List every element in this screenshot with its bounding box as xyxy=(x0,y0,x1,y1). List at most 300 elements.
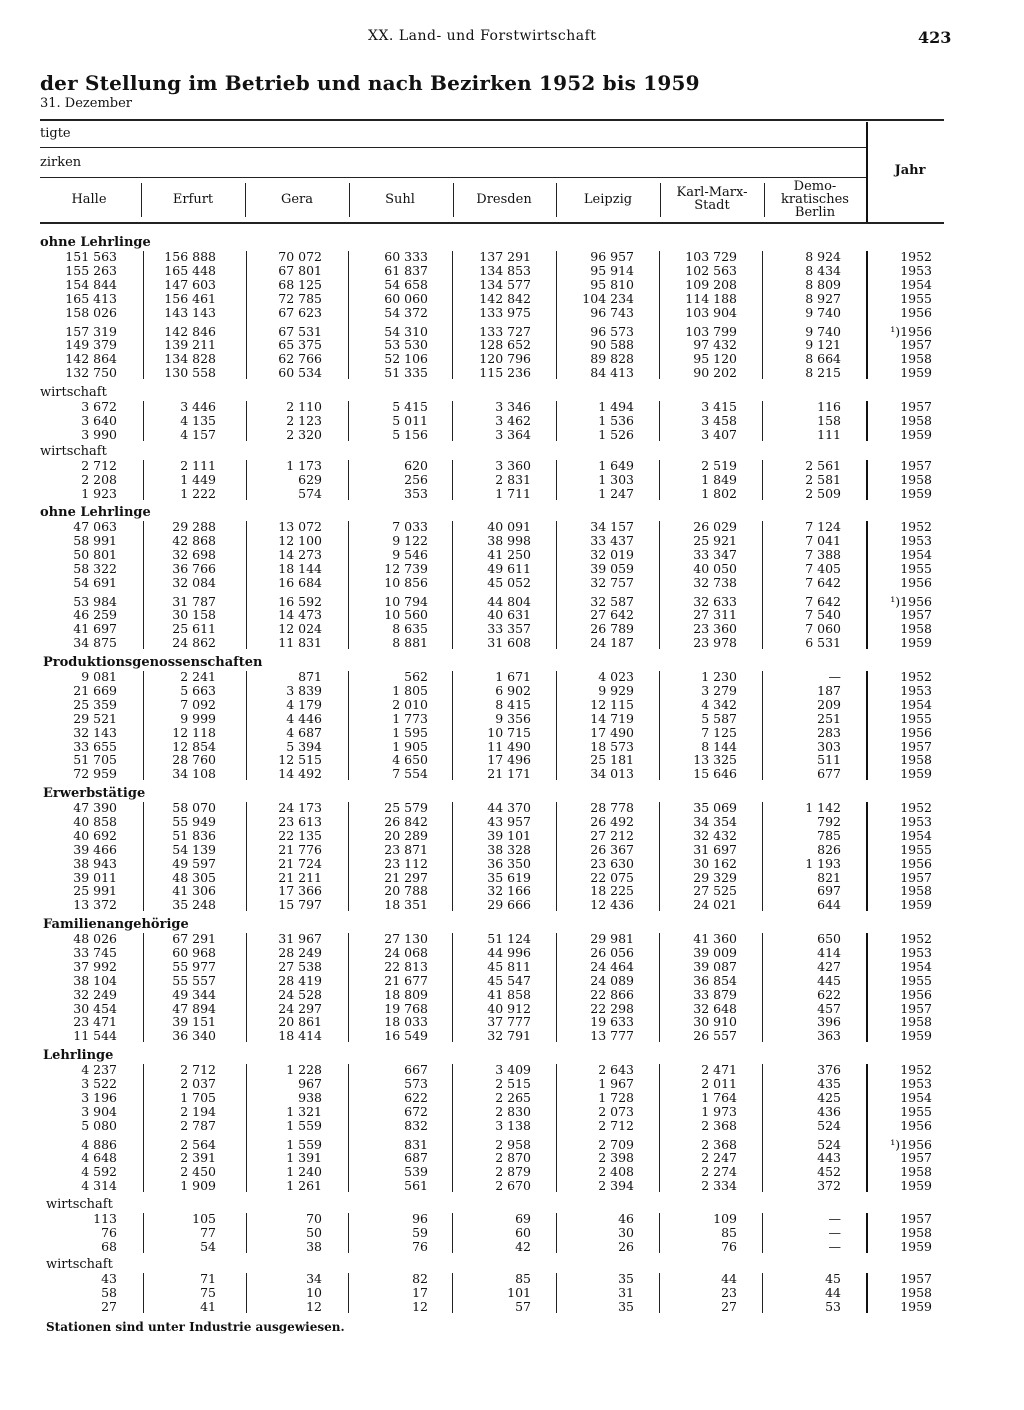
column-divider xyxy=(452,933,453,1042)
table-cell: 22 075 xyxy=(590,869,634,885)
table-row xyxy=(0,1286,1024,1300)
column-divider xyxy=(143,1213,144,1253)
table-cell: 2 564 xyxy=(180,1136,216,1152)
table-cell: 51 836 xyxy=(172,827,216,843)
table-row xyxy=(0,946,1024,960)
table-cell: 3 346 xyxy=(495,399,531,414)
year-cell: 1955 xyxy=(900,560,932,576)
table-cell: 32 084 xyxy=(172,574,216,590)
table-cell: 37 992 xyxy=(73,958,117,974)
table-cell: 6 531 xyxy=(805,635,841,651)
table-cell: 2 398 xyxy=(598,1150,634,1166)
table-row xyxy=(0,740,1024,754)
table-cell: 21 669 xyxy=(73,682,117,698)
table-cell: 103 799 xyxy=(685,323,737,339)
year-cell: 1957 xyxy=(900,458,932,473)
header-label-zirken: zirken xyxy=(40,155,82,170)
section-label: wirtschaft xyxy=(40,385,107,400)
column-divider xyxy=(659,1273,660,1313)
year-column-header: Jahr xyxy=(894,163,926,178)
year-cell: 1952 xyxy=(900,249,932,264)
table-cell: 26 557 xyxy=(693,1028,737,1044)
table-cell: 134 577 xyxy=(479,276,531,292)
table-row xyxy=(0,292,1024,306)
table-row xyxy=(0,1272,1024,1286)
column-divider xyxy=(143,401,144,441)
table-cell: 1 494 xyxy=(598,399,634,414)
table-row xyxy=(0,520,1024,534)
table-cell: 90 588 xyxy=(590,337,634,353)
table-cell: 2 515 xyxy=(495,1075,531,1091)
column-divider xyxy=(866,933,868,1042)
table-cell: 6 902 xyxy=(495,682,531,698)
table-cell: 101 xyxy=(507,1284,531,1300)
table-row xyxy=(0,871,1024,885)
table-row xyxy=(0,670,1024,684)
table-cell: 40 858 xyxy=(73,813,117,829)
year-cell: 1959 xyxy=(900,1178,932,1194)
year-cell: 1959 xyxy=(900,426,932,442)
table-cell: 46 259 xyxy=(73,607,117,623)
table-cell: 21 776 xyxy=(278,841,322,857)
table-cell: 8 924 xyxy=(805,249,841,264)
table-cell: 154 844 xyxy=(65,276,117,292)
column-divider xyxy=(556,401,557,441)
table-cell: 151 563 xyxy=(65,249,117,264)
column-header-5 xyxy=(454,193,554,206)
table-cell: 28 778 xyxy=(590,800,634,815)
table-cell: 36 766 xyxy=(172,560,216,576)
table-row xyxy=(0,306,1024,320)
table-cell: 4 648 xyxy=(81,1150,117,1166)
table-cell: 3 279 xyxy=(701,682,737,698)
table-cell: 85 xyxy=(515,1271,531,1286)
table-cell: 9 121 xyxy=(805,337,841,353)
table-cell: 39 009 xyxy=(693,944,737,960)
year-cell: 1958 xyxy=(900,1284,932,1300)
table-cell: 30 xyxy=(618,1224,634,1240)
table-cell: 102 563 xyxy=(685,262,737,278)
table-cell: 53 xyxy=(825,1298,841,1314)
table-cell: 2 011 xyxy=(701,1075,737,1091)
table-cell: 34 xyxy=(306,1271,322,1286)
table-row xyxy=(0,1240,1024,1254)
table-cell: 49 611 xyxy=(487,560,531,576)
table-cell: 511 xyxy=(817,752,841,768)
column-divider xyxy=(762,671,763,780)
table-cell: 14 492 xyxy=(278,766,322,782)
table-cell: 28 419 xyxy=(278,972,322,988)
table-cell: 2 581 xyxy=(805,471,841,487)
table-cell: 15 797 xyxy=(278,897,322,913)
table-cell: 2 509 xyxy=(805,485,841,501)
column-divider xyxy=(246,802,247,911)
column-header-2 xyxy=(143,193,243,206)
table-cell: 44 xyxy=(825,1284,841,1300)
table-cell: 36 350 xyxy=(487,855,531,871)
table-cell: 7 124 xyxy=(805,519,841,534)
table-row xyxy=(0,414,1024,428)
table-row xyxy=(0,684,1024,698)
table-cell: 1 973 xyxy=(701,1103,737,1119)
table-cell: 2 870 xyxy=(495,1150,531,1166)
year-cell: 1952 xyxy=(900,669,932,684)
column-header-line: Leipzig xyxy=(583,191,633,207)
table-cell: 35 069 xyxy=(693,800,737,815)
table-cell: 3 672 xyxy=(81,399,117,414)
table-cell: — xyxy=(828,1238,841,1254)
table-cell: 5 011 xyxy=(392,412,428,428)
table-cell: 13 372 xyxy=(73,897,117,913)
table-cell: 41 250 xyxy=(487,546,531,562)
table-cell: 10 794 xyxy=(384,593,428,609)
year-cell: ¹)1956 xyxy=(890,323,932,339)
table-cell: 33 655 xyxy=(73,738,117,754)
table-cell: 1 228 xyxy=(286,1062,322,1077)
table-cell: 76 xyxy=(721,1238,737,1254)
page-number: 423 xyxy=(918,28,952,47)
table-cell: 31 697 xyxy=(693,841,737,857)
table-cell: 9 999 xyxy=(180,710,216,726)
table-cell: 20 861 xyxy=(278,1014,322,1030)
table-cell: 7 033 xyxy=(392,519,428,534)
table-cell: 134 853 xyxy=(479,262,531,278)
table-row xyxy=(0,366,1024,380)
table-cell: 2 265 xyxy=(495,1089,531,1105)
table-cell: 831 xyxy=(404,1136,428,1152)
table-cell: 44 996 xyxy=(487,944,531,960)
table-cell: 37 777 xyxy=(487,1014,531,1030)
column-divider xyxy=(762,460,763,500)
table-cell: 363 xyxy=(817,1028,841,1044)
table-cell: 17 490 xyxy=(590,724,634,740)
table-cell: 2 471 xyxy=(701,1062,737,1077)
column-divider xyxy=(246,401,247,441)
year-cell: 1958 xyxy=(900,351,932,367)
table-cell: 2 712 xyxy=(180,1062,216,1077)
table-cell: 1 526 xyxy=(598,426,634,442)
table-cell: 51 705 xyxy=(73,752,117,768)
table-cell: 9 356 xyxy=(495,710,531,726)
table-row xyxy=(0,712,1024,726)
table-cell: 14 273 xyxy=(278,546,322,562)
table-cell: 60 534 xyxy=(278,365,322,381)
table-cell: 4 687 xyxy=(286,724,322,740)
table-row xyxy=(0,595,1024,609)
table-row xyxy=(0,325,1024,339)
section-label: ohne Lehrlinge xyxy=(40,505,151,520)
column-divider xyxy=(866,1213,868,1253)
year-cell: 1959 xyxy=(900,1238,932,1254)
table-cell: 14 719 xyxy=(590,710,634,726)
table-cell: 38 998 xyxy=(487,532,531,548)
section-label: Familienangehörige xyxy=(43,917,189,932)
table-cell: 256 xyxy=(404,471,428,487)
table-cell: 23 471 xyxy=(73,1014,117,1030)
table-cell: 3 458 xyxy=(701,412,737,428)
column-header-3 xyxy=(247,193,347,206)
table-cell: 27 xyxy=(721,1298,737,1314)
table-cell: 29 666 xyxy=(487,897,531,913)
table-cell: 22 813 xyxy=(384,958,428,974)
table-cell: 149 379 xyxy=(65,337,117,353)
table-cell: 48 026 xyxy=(73,931,117,946)
table-cell: 1 173 xyxy=(286,458,322,473)
year-cell: 1958 xyxy=(900,1224,932,1240)
column-divider xyxy=(556,460,557,500)
header-column-divider xyxy=(556,183,557,217)
table-cell: 21 677 xyxy=(384,972,428,988)
table-cell: 158 026 xyxy=(65,304,117,320)
year-cell: 1959 xyxy=(900,1028,932,1044)
table-cell: 622 xyxy=(817,986,841,1002)
column-divider xyxy=(348,401,349,441)
table-row xyxy=(0,932,1024,946)
table-cell: 414 xyxy=(817,944,841,960)
section-label: wirtschaft xyxy=(46,1257,113,1272)
table-cell: 1 193 xyxy=(805,855,841,871)
table-cell: 1 230 xyxy=(701,669,737,684)
year-cell: 1954 xyxy=(900,958,932,974)
year-cell: 1955 xyxy=(900,841,932,857)
year-cell: 1956 xyxy=(900,304,932,320)
table-cell: 53 984 xyxy=(73,593,117,609)
table-cell: 2 274 xyxy=(701,1164,737,1180)
table-cell: 3 990 xyxy=(81,426,117,442)
table-cell: 644 xyxy=(817,897,841,913)
column-divider xyxy=(452,1273,453,1313)
table-cell: 67 623 xyxy=(278,304,322,320)
column-divider xyxy=(659,671,660,780)
table-cell: 1 728 xyxy=(598,1089,634,1105)
table-row xyxy=(0,857,1024,871)
year-cell: 1956 xyxy=(900,1117,932,1133)
table-cell: 9 740 xyxy=(805,304,841,320)
year-cell: 1954 xyxy=(900,1089,932,1105)
table-cell: 96 xyxy=(412,1211,428,1226)
table-row xyxy=(0,1300,1024,1314)
table-cell: 12 xyxy=(412,1298,428,1314)
table-cell: 561 xyxy=(404,1178,428,1194)
table-cell: 7 540 xyxy=(805,607,841,623)
table-cell: 23 871 xyxy=(384,841,428,857)
table-cell: 137 291 xyxy=(479,249,531,264)
table-cell: 12 854 xyxy=(172,738,216,754)
year-cell: 1957 xyxy=(900,1211,932,1226)
table-cell: 17 366 xyxy=(278,883,322,899)
running-header: XX. Land- und Forstwirtschaft xyxy=(368,28,597,44)
table-cell: 41 697 xyxy=(73,621,117,637)
table-cell: 7 092 xyxy=(180,696,216,712)
table-cell: 629 xyxy=(298,471,322,487)
table-cell: 9 122 xyxy=(392,532,428,548)
year-cell: 1958 xyxy=(900,883,932,899)
table-cell: 41 360 xyxy=(693,931,737,946)
table-cell: 4 446 xyxy=(286,710,322,726)
table-cell: 3 407 xyxy=(701,426,737,442)
column-header-1 xyxy=(39,193,139,206)
column-divider xyxy=(556,521,557,649)
table-cell: 7 405 xyxy=(805,560,841,576)
table-cell: 8 809 xyxy=(805,276,841,292)
table-row xyxy=(0,801,1024,815)
table-cell: 620 xyxy=(404,458,428,473)
table-cell: 650 xyxy=(817,931,841,946)
table-cell: 2 073 xyxy=(598,1103,634,1119)
column-divider xyxy=(866,460,868,500)
table-cell: 5 394 xyxy=(286,738,322,754)
table-cell: 4 592 xyxy=(81,1164,117,1180)
table-cell: 697 xyxy=(817,883,841,899)
table-cell: 3 409 xyxy=(495,1062,531,1077)
table-cell: 103 904 xyxy=(685,304,737,320)
table-cell: 24 173 xyxy=(278,800,322,815)
table-row xyxy=(0,352,1024,366)
table-cell: 622 xyxy=(404,1089,428,1105)
table-row xyxy=(0,534,1024,548)
footnote: Stationen sind unter Industrie ausgewiesen. xyxy=(46,1320,345,1334)
table-cell: 13 777 xyxy=(590,1028,634,1044)
table-cell: 51 124 xyxy=(487,931,531,946)
year-cell: 1952 xyxy=(900,800,932,815)
table-cell: 40 631 xyxy=(487,607,531,623)
column-divider xyxy=(866,1273,868,1313)
table-cell: 12 024 xyxy=(278,621,322,637)
table-cell: 62 766 xyxy=(278,351,322,367)
table-cell: 76 xyxy=(412,1238,428,1254)
table-cell: 785 xyxy=(817,827,841,843)
table-row xyxy=(0,487,1024,501)
table-cell: 33 347 xyxy=(693,546,737,562)
table-cell: 103 729 xyxy=(685,249,737,264)
table-cell: 42 xyxy=(515,1238,531,1254)
table-row xyxy=(0,562,1024,576)
table-cell: 539 xyxy=(404,1164,428,1180)
column-divider xyxy=(556,1213,557,1253)
table-cell: 10 856 xyxy=(384,574,428,590)
table-cell: 32 587 xyxy=(590,593,634,609)
column-header-line: Suhl xyxy=(385,191,415,207)
table-cell: 53 530 xyxy=(384,337,428,353)
column-divider xyxy=(556,671,557,780)
table-cell: 44 370 xyxy=(487,800,531,815)
table-cell: 25 611 xyxy=(172,621,216,637)
year-cell: 1958 xyxy=(900,471,932,487)
table-cell: 2 394 xyxy=(598,1178,634,1194)
table-cell: 435 xyxy=(817,1075,841,1091)
year-cell: 1953 xyxy=(900,944,932,960)
table-cell: 44 804 xyxy=(487,593,531,609)
header-column-divider xyxy=(660,183,661,217)
header-bottom-rule xyxy=(40,222,944,224)
table-cell: 4 237 xyxy=(81,1062,117,1077)
table-cell: 2 037 xyxy=(180,1075,216,1091)
table-cell: 687 xyxy=(404,1150,428,1166)
table-cell: 524 xyxy=(817,1136,841,1152)
table-cell: 9 081 xyxy=(81,669,117,684)
table-cell: 34 013 xyxy=(590,766,634,782)
column-header-line: Berlin xyxy=(794,204,836,220)
header-rule-2 xyxy=(40,177,866,178)
table-cell: 25 579 xyxy=(384,800,428,815)
column-divider xyxy=(348,671,349,780)
table-cell: 30 910 xyxy=(693,1014,737,1030)
table-top-rule xyxy=(40,119,944,121)
table-cell: 70 xyxy=(306,1211,322,1226)
table-cell: 60 968 xyxy=(172,944,216,960)
table-cell: 95 120 xyxy=(693,351,737,367)
table-cell: 2 958 xyxy=(495,1136,531,1152)
table-cell: 1 805 xyxy=(392,682,428,698)
table-cell: 12 739 xyxy=(384,560,428,576)
table-cell: 562 xyxy=(404,669,428,684)
table-cell: 29 329 xyxy=(693,869,737,885)
table-cell: 2 123 xyxy=(286,412,322,428)
column-divider xyxy=(762,1064,763,1192)
table-cell: 1 240 xyxy=(286,1164,322,1180)
column-divider xyxy=(556,802,557,911)
table-cell: 44 xyxy=(721,1271,737,1286)
table-cell: 667 xyxy=(404,1062,428,1077)
table-cell: 425 xyxy=(817,1089,841,1105)
table-cell: 57 xyxy=(515,1298,531,1314)
header-column-divider xyxy=(349,183,350,217)
year-cell: 1952 xyxy=(900,931,932,946)
column-divider xyxy=(143,933,144,1042)
table-cell: 32 432 xyxy=(693,827,737,843)
column-divider xyxy=(659,251,660,379)
table-cell: 13 325 xyxy=(693,752,737,768)
table-row xyxy=(0,829,1024,843)
table-cell: 109 xyxy=(713,1211,737,1226)
table-cell: 155 263 xyxy=(65,262,117,278)
table-cell: 17 xyxy=(412,1284,428,1300)
table-row xyxy=(0,264,1024,278)
table-cell: 142 842 xyxy=(479,290,531,306)
column-header-line: Erfurt xyxy=(172,191,214,207)
table-cell: 157 319 xyxy=(65,323,117,339)
table-cell: 1 802 xyxy=(701,485,737,501)
column-divider xyxy=(762,802,763,911)
table-cell: 55 557 xyxy=(172,972,216,988)
year-cell: 1955 xyxy=(900,290,932,306)
table-cell: 55 949 xyxy=(172,813,216,829)
table-cell: 29 981 xyxy=(590,931,634,946)
table-cell: 524 xyxy=(817,1117,841,1133)
table-cell: 5 080 xyxy=(81,1117,117,1133)
table-cell: 4 135 xyxy=(180,412,216,428)
table-cell: 72 959 xyxy=(73,766,117,782)
table-cell: 68 125 xyxy=(278,276,322,292)
table-cell: 2 830 xyxy=(495,1103,531,1119)
column-divider xyxy=(143,802,144,911)
table-cell: 2 408 xyxy=(598,1164,634,1180)
table-cell: 25 359 xyxy=(73,696,117,712)
table-cell: 24 528 xyxy=(278,986,322,1002)
column-divider xyxy=(762,251,763,379)
table-cell: 38 328 xyxy=(487,841,531,857)
column-divider xyxy=(348,460,349,500)
column-header-line: Gera xyxy=(280,191,314,207)
table-cell: 1 705 xyxy=(180,1089,216,1105)
table-cell: 4 179 xyxy=(286,696,322,712)
table-cell: 21 724 xyxy=(278,855,322,871)
year-cell: 1955 xyxy=(900,710,932,726)
table-cell: 42 868 xyxy=(172,532,216,548)
year-cell: 1956 xyxy=(900,574,932,590)
table-row xyxy=(0,1179,1024,1193)
table-cell: 1 321 xyxy=(286,1103,322,1119)
